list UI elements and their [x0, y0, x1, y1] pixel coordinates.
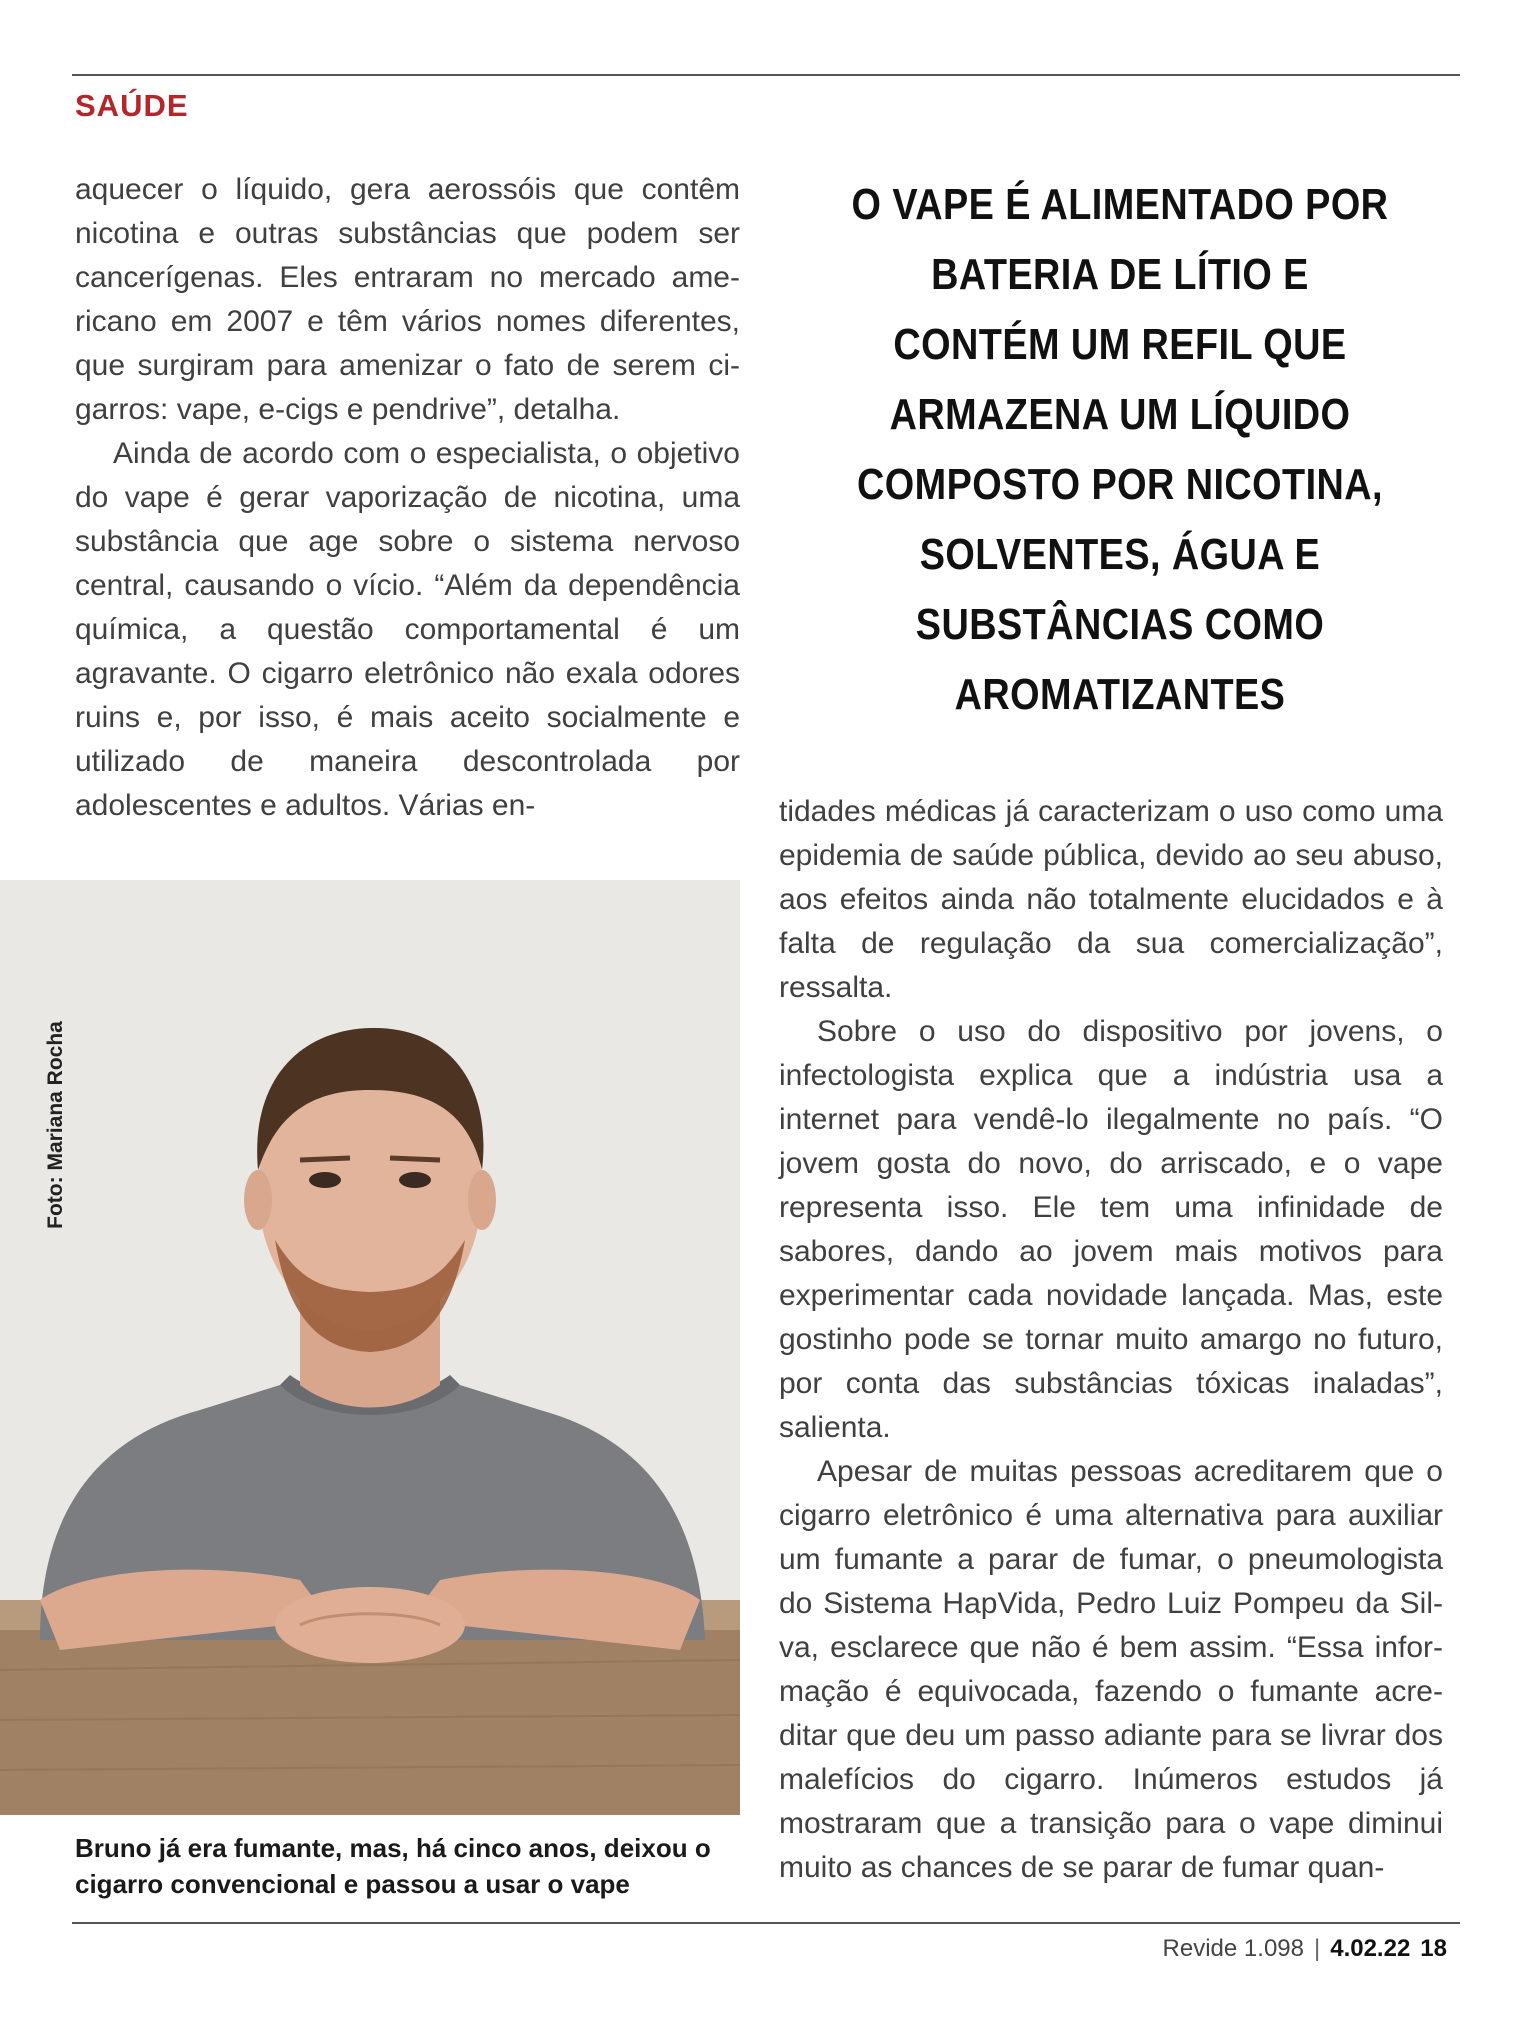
page-number: 18	[1420, 1935, 1447, 1962]
paragraph: aquecer o líquido, gera aerossóis que contêm nicotina e outras substâncias que podem ser cancerígenas. Eles entraram no mercado americano em 2007 e têm vários nomes diferentes, que surgiram para amenizar o fato de serem cigarros: vape, e-cigs e pendrive”, detalha.	[75, 173, 740, 426]
magazine-issue: Revide 1.098	[1162, 1935, 1304, 1962]
bottom-rule	[72, 1922, 1460, 1924]
paragraph: Ainda de acordo com o especialista, o objetivo do vape é gerar vaporização de nicotina, uma substância que age sobre o sistema nervoso central, causando o vício. “Além da dependência química, a questão comportamental é um agravante. O cigarro eletrônico não exala odores ruins e, por isso, é mais aceito socialmente e utilizado de maneira descontrolada por adolescentes e adultos. Várias en-	[75, 437, 740, 822]
paragraph: Apesar de muitas pessoas acreditarem que o cigarro eletrônico é uma alternativa para auxiliar um fumante a parar de fumar, o pneumologista do Sistema HapVida, Pedro Luiz Pompeu da Silva, esclarece que não é bem assim. “Essa informação é equivocada, fazendo o fumante acreditar que deu um passo adiante para se livrar dos malefícios do cigarro. Inúmeros estudos já mostraram que a transição para o vape diminui muito as chances de se parar de fumar quan-	[779, 1455, 1443, 1884]
right-column	[779, 790, 1443, 1890]
paragraph: Sobre o uso do dispositivo por jovens, o infectologista explica que a indústria usa a internet para vendê-lo ilegalmente no país. “O jovem gosta do novo, do arriscado, e o vape representa isso. Ele tem uma infinidade de sabores, dando ao jovem mais motivos para experimentar cada novidade lançada. Mas, este gostinho pode se tornar muito amargo no futuro, por conta das substâncias tóxicas inaladas”, salienta.	[779, 1015, 1443, 1444]
pullquote: O VAPE É ALIMENTADO POR BATERIA DE LÍTIO E CONTÉM UM REFIL QUE ARMAZENA UM LÍQUIDO COMPOSTO POR NICOTINA, SOLVENTES, ÁGUA E SUBSTÂNCIAS COMO AROMATIZANTES	[851, 180, 1389, 719]
portrait-illustration	[0, 880, 740, 1815]
top-rule	[72, 74, 1460, 76]
left-column	[75, 168, 740, 828]
page-footer	[1163, 1935, 1447, 1963]
section-label: SAÚDE	[75, 88, 189, 123]
paragraph: tidades médicas já caracterizam o uso como uma epidemia de saúde pública, devido ao seu abuso, aos efeitos ainda não totalmente elucidados e à falta de regulação da sua comercialização”, ressalta.	[779, 795, 1443, 1004]
footer-separator: |	[1313, 1935, 1321, 1962]
portrait-photo	[0, 880, 740, 1815]
issue-date: 4.02.22	[1330, 1935, 1411, 1962]
photo-credit: Foto: Mariana Rocha	[44, 1021, 67, 1229]
photo-caption: Bruno já era fumante, mas, há cinco anos, deixou o cigarro convencional e passou a usar o vape	[75, 1833, 711, 1899]
